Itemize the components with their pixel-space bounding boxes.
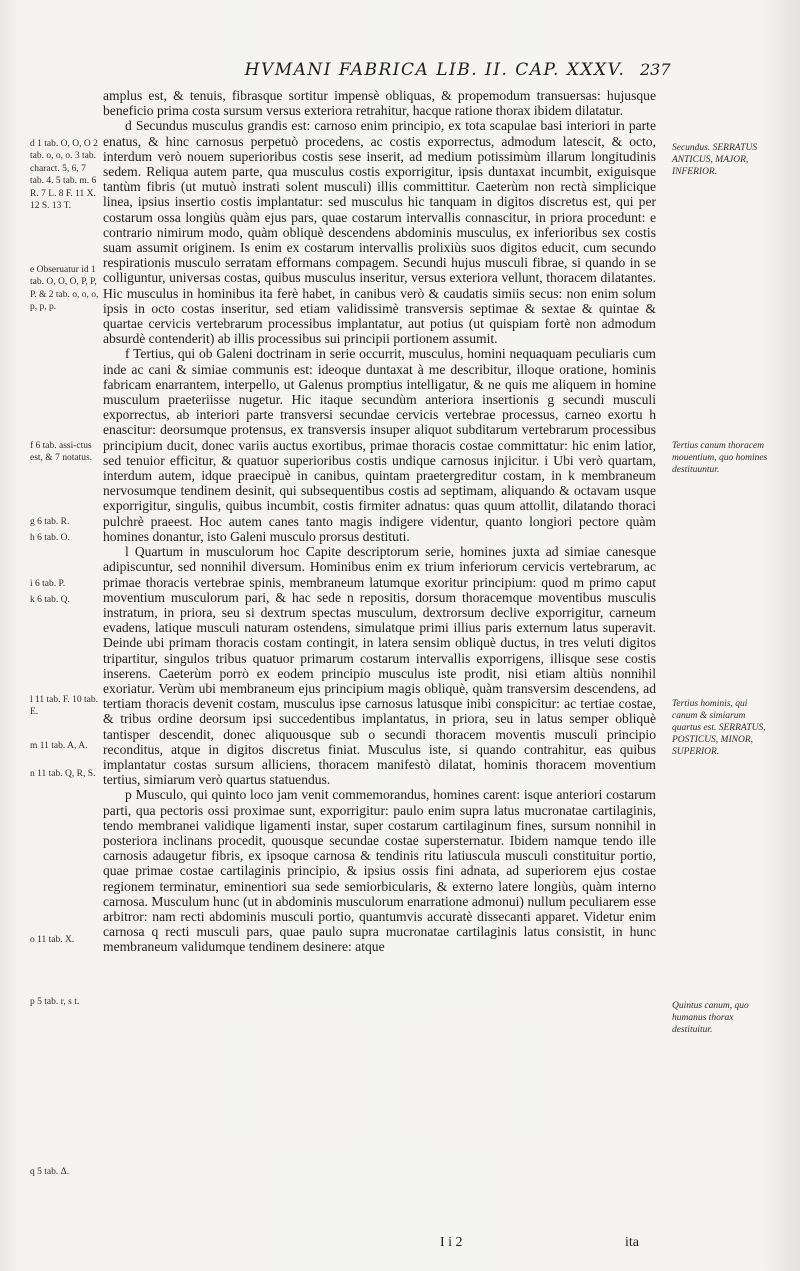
margin-note: m 11 tab. A, A. [30, 741, 88, 751]
paragraph: l Quartum in musculorum hoc Capite descriptorum serie, homines juxta ad simiae canesque adipiscuntur, sed nonnihil diversum. Hominibus enim ex trium inferiorum cervicis vertebrarum, ac primae thoracis vertebrae spinis, membraneum latumque exoritur principium: quod m primo caput moventium musculorum pari, & hac sede n repositis, dorsum thoracemque moventibus musculis instratum, in priora, seu si dextrum spectas musculum, dextrorsum declive exporrigitur, carneum evadens, latique musculi naturam ostendens, simulatque primi illius paris externum latus superavit. Deinde ubi primam thoracis costam contingit, in latera sensim obliquè ductus, in tres veluti digitos tripartitur, singulos tribus quatuor primarum costarum intervallis exporrigens, illisque sese costis inserens. Caeterùm porrò ex eodem principio musculus iste prodit, nisi etiam altiùs nonnihil exoriatur. Verùm ubi membraneum ejus principium magis obliquè, quàm transversim descendens, ad tertiam thoracis devenit costam, musculus ipse carnosus latusque inibi conspicitur: ac tertiae costae, & tribus ordine deorsum ipsi succedentibus implantatus, in priora, seu in latus semper obliquè tantisper descendit, donec aliquousque sub o secundi thoracem moventis musculi principio reconditus, atque in digitos discretus finiat. Musculus iste, si quando contrahitur, eas quibus implantatur costas sursum alliciens, thoracem manifestò dilatat, hominis thoracem moventium tertius, simiarum verò quartus statuendus. [103, 544, 656, 788]
margin-note: o 11 tab. X. [30, 935, 75, 945]
margin-note: d 1 tab. O, O, O 2 tab. o, o, o. 3 tab. charact. 5, 6, 7 tab. 4. 5 tab. m. 6 R. 7 L. 8 F. 11 X. 12 S. 13 T. [30, 139, 98, 212]
page-number: 237 [640, 60, 671, 79]
paragraph: p Musculo, qui quinto loco jam venit commemorandus, homines carent: isque anteriori costarum parti, qua pectoris ossi proximae sunt, exporrigitur: paulo enim supra latus mucronatae cartilaginis, tendo membranei validique ligamenti instar, super costarum cartilaginum fines, sursum nonnihil in posteriora inclinans procedit, quousque secundae costae supersternatur. Ibidem namque tendo ille carnosis adaugetur fibris, ex ipsoque carnosa & tendinis ritu latiuscula musculi constituitur portio, quae primae costae cartilaginis principio, & ipsius ossis fini adnata, ad superiorem ejus costae regionem terminatur, eminentiori sua sede semiorbicularis, & externo latere longiùs, quàm interno carnosa. Musculum hunc (ut in abdominis musculorum enarratione admonui) nullum peculiarem esse arbitror: nam recti abdominis musculi portio, quantumvis accuratè dissecanti apparet. Videtur enim carnosa q recti musculi pars, quae paulo supra mucronatae cartilaginis latus consistit, in hunc membraneum validumque tendinem desinere: atque [103, 787, 656, 955]
running-title: HVMANI FABRICA LIB. II. CAP. XXXV. [244, 60, 626, 80]
margin-note: Quintus canum, quo humanus thorax destituitur. [672, 1001, 749, 1035]
margin-note: g 6 tab. R. [30, 517, 70, 527]
margin-note: l 11 tab. F. 10 tab. E. [30, 695, 99, 718]
paragraph: f Tertius, qui ob Galeni doctrinam in serie occurrit, musculus, homini nequaquam peculiaris cum inde ac cani & simiae communis est: ideoque duntaxat à me describitur, illoque oratione, hominis fabricam enarrantem, interpello, ut Galenus promptius intelligatur, & ne quis me aliquem in homine musculum praeteriisse nugetur. Hic itaque secundùm anteriora insertionis g secundi musculi exporrectus, ab interiori parte transversi secundae cervicis vertebrae processus, carneo exortu h enascitur: deorsumque protensus, ex transversis insuper aliquot subditarum vertebrarum processibus principium ducit, donec variis auctus exortibus, primae thoracis costae committatur: hic enim latior, sed tenuior efficitur, & quatuor superioribus costis undique carnosus injicitur. i Ubi verò quartam, interdum autem, idque praecipuè in canibus, quintam praetergreditur costam, in k membraneum nervosumque tendinem desinit, qui subsequentibus costis ad septimam, aliquando & octavam usque exporrigitur, singulis, quibus incumbit, costis firmiter adnatus: quas quum attollit, dilatando thoraci pulchrè praeest. Hoc autem canes tanto magis indigere videntur, quanto longiori pectore quàm homines donantur, isto Galeni musculo prorsus destituti. [103, 346, 656, 544]
margin-note: k 6 tab. Q. [30, 595, 70, 605]
catchword: ita [625, 1235, 639, 1250]
paragraph: amplus est, & tenuis, fibrasque sortitur impensè obliquas, & propemodum transuersas: hujusque beneficio prima costa sursum versus exteriora retrahitur, hacque ratione thorax ibidem dilatatur. [103, 88, 656, 119]
margin-note: f 6 tab. assi-ctus est, & 7 notatus. [30, 441, 93, 464]
margin-note: p 5 tab. r, s t. [30, 997, 80, 1007]
margin-note: n 11 tab. Q, R, S. [30, 769, 96, 779]
margin-note: h 6 tab. O. [30, 533, 70, 543]
margin-note: q 5 tab. Δ. [30, 1167, 70, 1177]
margin-note: i 6 tab. P. [30, 579, 66, 589]
margin-note: Secundus. SERRATUS ANTICUS, MAJOR, INFERIOR. [672, 143, 758, 177]
margin-note: e Obseruatur id 1 tab. O, O, O, P, P, P. & 2 tab. o, o, o, p, p, p. [30, 265, 99, 313]
signature-mark: I i 2 [440, 1235, 463, 1250]
margin-note: Tertius hominis, qui canum & simiarum quartus est. SERRATUS, POSTICUS, MINOR, SUPERIOR. [672, 699, 766, 757]
margin-note: Tertius canum thoracem mouentium, quo homines destituuntur. [672, 441, 768, 475]
paragraph: d Secundus musculus grandis est: carnoso enim principio, ex tota scapulae basi interiori in parte enatus, & hinc carnosus perpetuò procedens, ac costis exporrectus, admodum latescit, & octo, interdum verò nouem superioribus costis sese inserit, ad medium potissimùm illarum longitudinis sedem. Reliqua autem parte, qua musculus costis exporrigitur, ipsis duntaxat incumbit, exiguisque tantùm fibris (ut mutuò instrati solent musculi) illis committitur. Caeterùm non rectà simplicique linea, ipsius insertio costis implantatur: sed musculus hic tanquam in digitos discretus est, qui per costarum ossa longiùs quàm ejus pars, quae costarum intervallis connascitur, in priora procedunt: e contrario nimirum modo, quàm obliquè descendens abdominis musculus, ex inferioribus sex costis suam assumit originem. Is enim ex costarum intervallis prolixiùs suos digitos educit, cum secundo respirationis musculo serratam efformans compagem. Secundi hujus musculi fibrae, si quando in se colliguntur, universas costas, quibus musculus inseritur, versus exteriora vellunt, thoracem dilatantes. Hic musculus in hominibus ita ferè habet, in canibus verò & caudatis simiis secus: non enim solum ipsis in octo costas inseritur, sed etiam validissimè transversis septimae & sextae & quintae & quartae cervicis vertebrarum processibus implantatur, aut potius (ut quispiam fortè non admodum absurdè contenderit) ab illis processibus sui principii portionem assumit. [103, 118, 656, 347]
main-text [103, 88, 656, 955]
